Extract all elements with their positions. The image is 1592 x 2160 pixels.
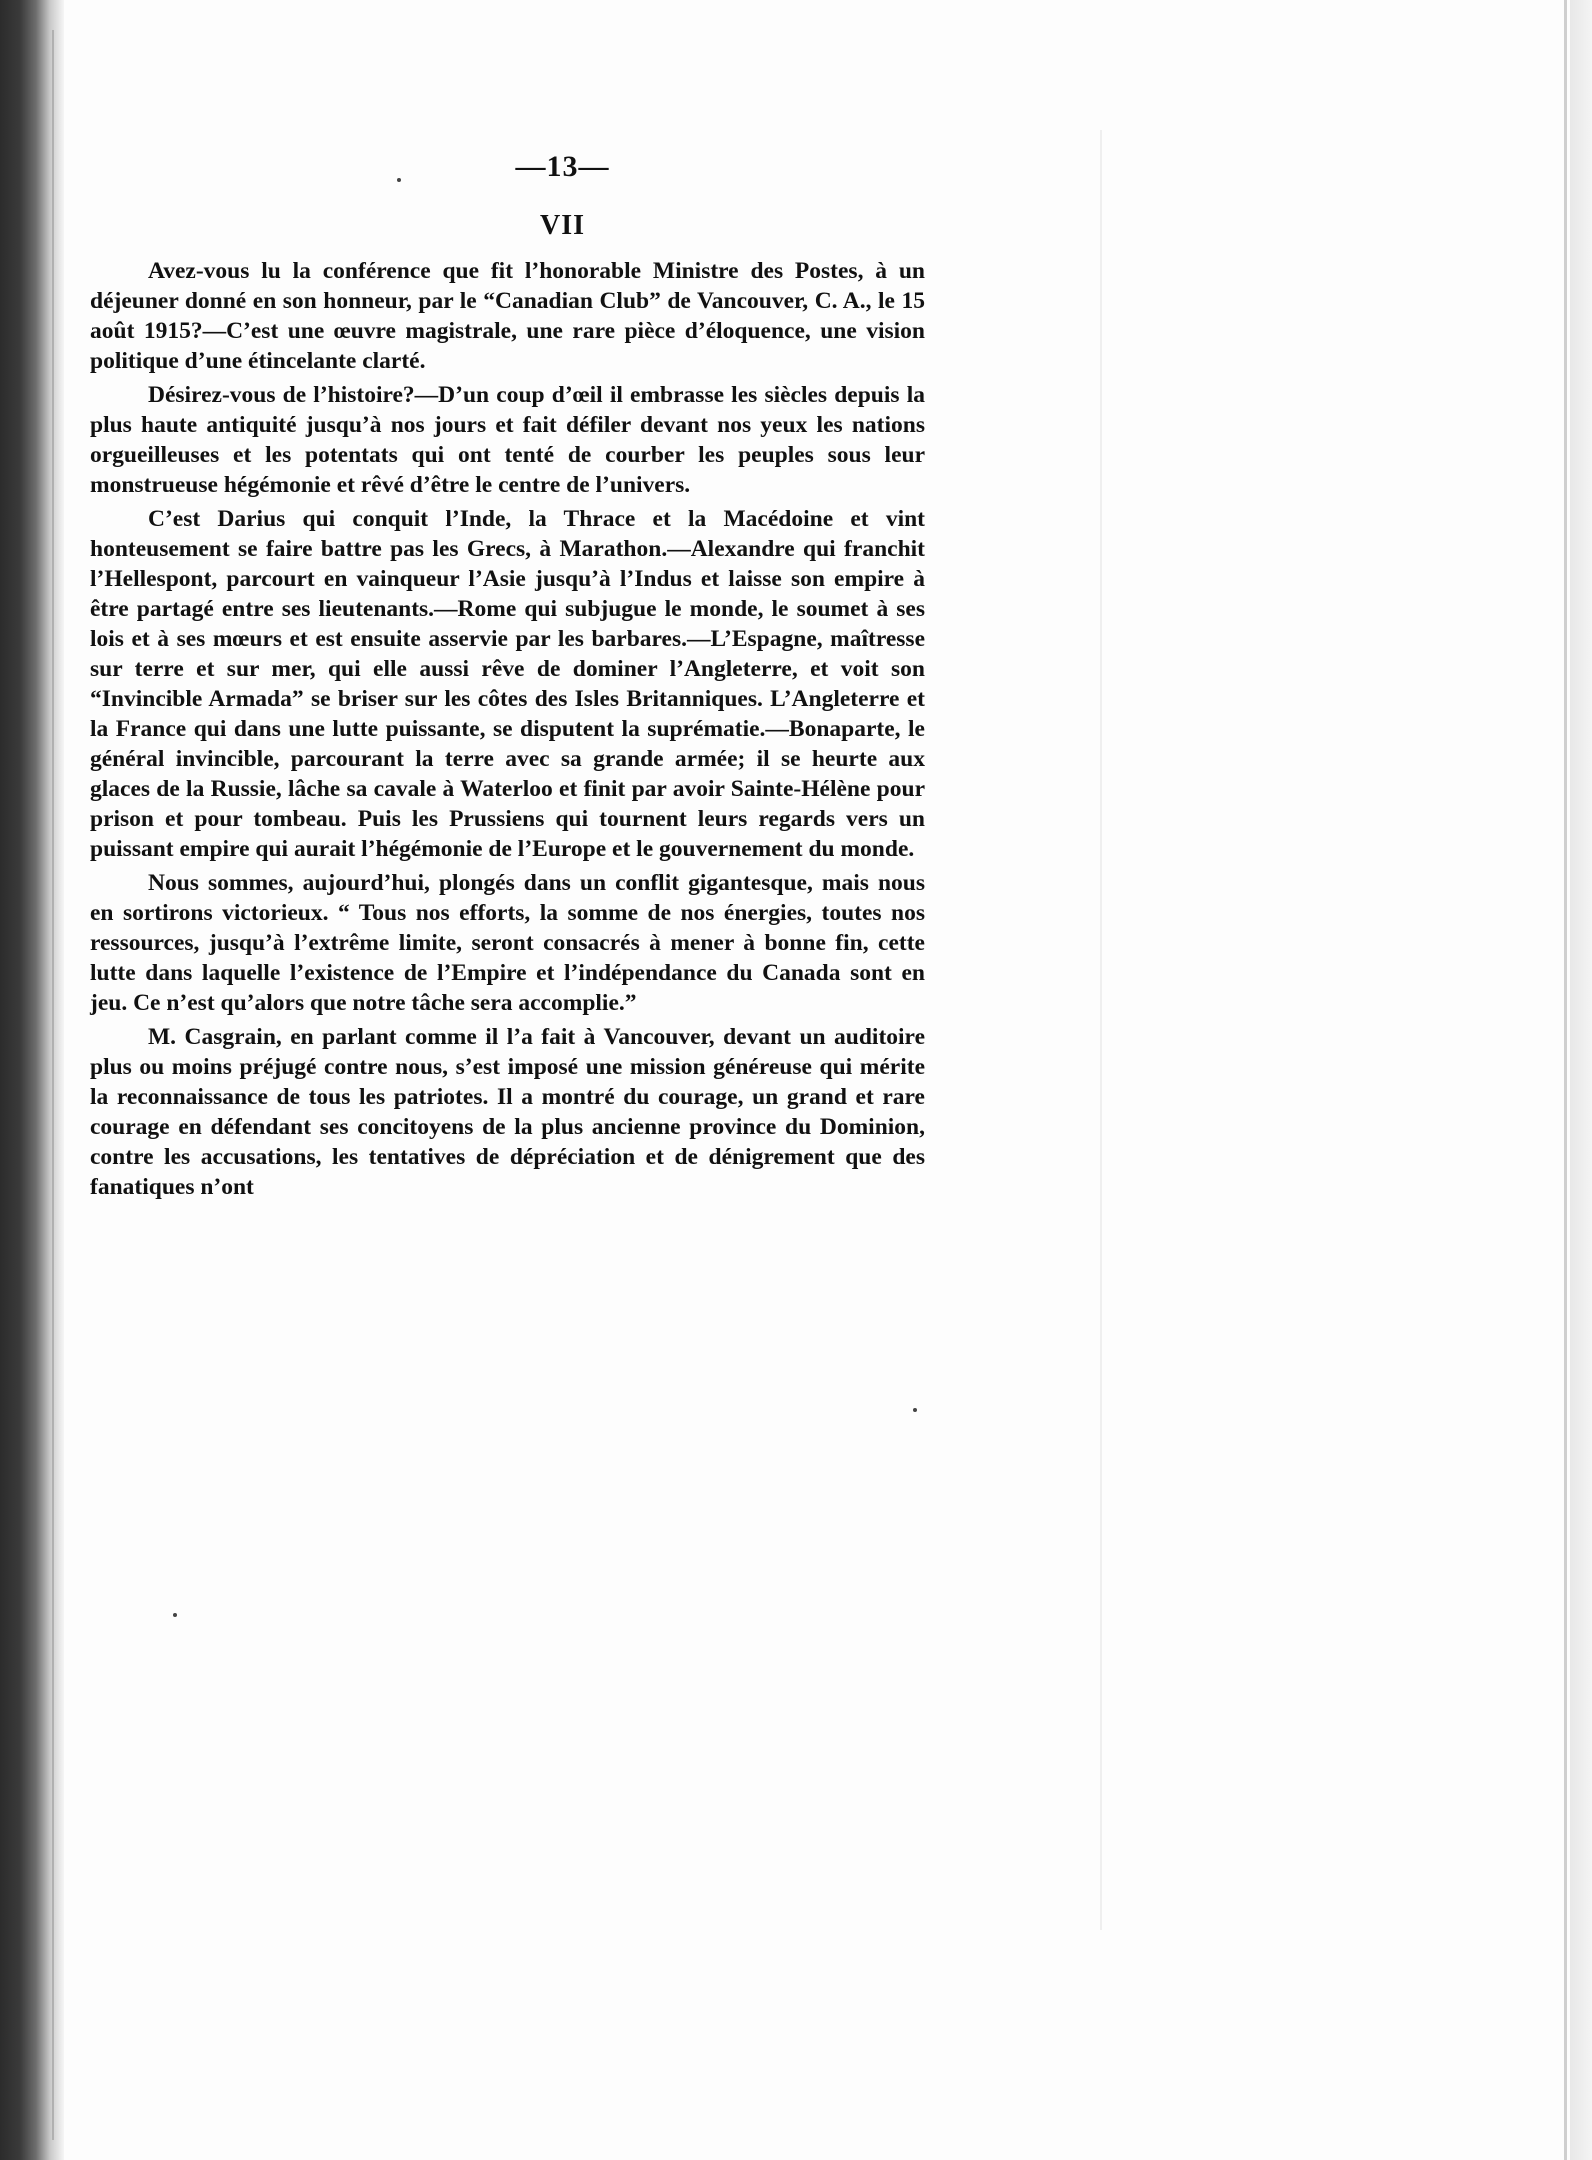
paragraph-casgrain: M. Casgrain, en parlant comme il l’a fait à Vancouver, devant un auditoire plus ou moins préjugé contre nous, s’est imposé une mission généreuse qui mérite la reconnaissance de tous les patriotes. Il a montré du courage, un grand et rare courage en défendant ses concitoyens de la plus ancienne province du Dominion, contre les accusations, les tentatives de dépréciation et de dénigrement que des fanatiques n’ont — [90, 1024, 925, 1200]
binding-rule — [52, 30, 54, 2140]
book-binding-shadow — [0, 0, 64, 2160]
paragraph-conflit: Nous sommes, aujourd’hui, plongés dans un conflit gigantesque, mais nous en sortirons victorieux. “ Tous nos efforts, la somme de nos énergies, toutes nos ressources, jusqu’à l’extrême limite, seront consacrés à mener à bonne fin, cette lutte dans laquelle l’existence de l’Empire et l’indépendance du Canada sont en jeu. Ce n’est qu’alors que notre tâche sera accomplie.” — [90, 870, 925, 1016]
section-heading: VII — [539, 210, 585, 241]
paragraph-darius: C’est Darius qui conquit l’Inde, la Thrace et la Macédoine et vint honteusement se faire battre pas les Grecs, à Marathon.—Alexandre qui franchit l’Hellespont, parcourt en vainqueur l’Asie jusqu’à l’Indus et laisse son empire à être partagé entre ses lieutenants.—Rome qui subjugue le monde, le soumet à ses lois et à ses mœurs et est ensuite asservie par les barbares.—L’Espagne, maîtresse sur terre et sur mer, qui elle aussi rêve de dominer l’Angleterre, et voit son “Invincible Armada” se briser sur les côtes des Isles Britanniques. L’Angleterre et la France qui dans une lutte puissante, se disputent la suprématie.—Bonaparte, le général invincible, parcourant la terre avec sa grande armée; il se heurte aux glaces de la Russie, lâche sa cavale à Waterloo et finit par avoir Sainte-Hélène pour prison et pour tombeau. Puis les Prussiens qui tournent leurs regards vers un puissant empire qui aurait l’hégémonie de l’Europe et le gouvernement du monde. — [90, 506, 925, 862]
scan-speck — [397, 178, 401, 182]
page-edge-shadow — [1570, 0, 1592, 2160]
page-text-block — [90, 150, 925, 1206]
page-number: —13— — [515, 150, 610, 183]
scan-speck — [913, 1408, 917, 1412]
page-edge-rule — [1564, 0, 1567, 2160]
paragraph-conference: Avez-vous lu la conférence que fit l’honorable Ministre des Postes, à un déjeuner donné en son honneur, par le “Canadian Club” de Vancouver, C. A., le 15 août 1915?—C’est une œuvre magistrale, une rare pièce d’éloquence, une vision politique d’une étincelante clarté. — [90, 258, 925, 374]
scan-speck — [173, 1613, 177, 1617]
bleed-through-line — [1100, 130, 1102, 1930]
paragraph-histoire: Désirez-vous de l’histoire?—D’un coup d’œil il embrasse les siècles depuis la plus haute antiquité jusqu’à nos jours et fait défiler devant nos yeux les nations orgueilleuses et les potentats qui ont tenté de courber les peuples sous leur monstrueuse hégémonie et rêvé d’être le centre de l’univers. — [90, 382, 925, 498]
